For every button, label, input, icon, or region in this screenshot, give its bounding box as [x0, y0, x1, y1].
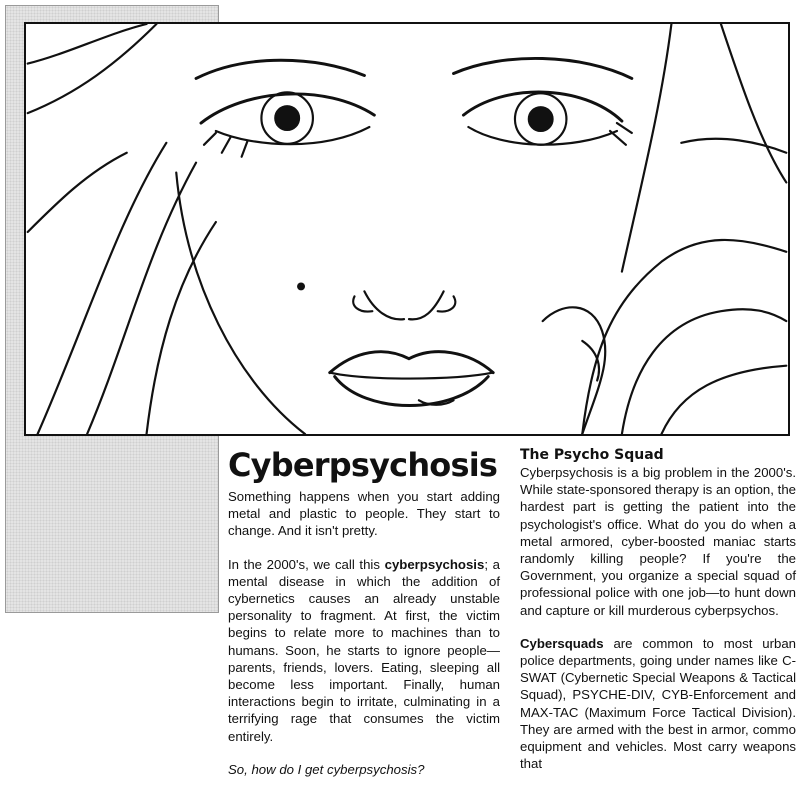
face-illustration — [26, 24, 788, 434]
question-text: So, how do I get cyberpsychosis? — [228, 761, 425, 777]
question-line — [228, 761, 500, 778]
main-heading: Cyberpsychosis — [228, 446, 498, 484]
cybersquads-term: Cybersquads — [520, 635, 604, 651]
illustration-frame — [24, 22, 790, 436]
cybersquads-text: are common to most urban police departments, going under names like C-SWAT (Cybernetic Special Weapons & Tactical Squad), PSYCHE-DIV, CYB-Enforcement and MAX-TAC (Maximum Force Tactical Division). They are armed with the best in armor, commo equipment and vehicles. Most carry weapons that — [520, 635, 796, 772]
left-column — [228, 446, 500, 778]
definition-text-before: In the 2000's, we call this — [228, 556, 385, 572]
intro-paragraph: Something happens when you start adding metal and plastic to people. They start to change. And it isn't pretty. — [228, 489, 500, 539]
psycho-squad-paragraph: Cyberpsychosis is a big problem in the 2000's. While state-sponsored therapy is an option, the hardest part is getting the patient into the psychologist's office. What do you do when a metal armored, cyber-boosted maniac starts randomly killing people? If you're the Government, you organize a special squad of professional police with one job—to hunt down and capture or kill murderous cyberpsychos. — [520, 465, 796, 618]
section-heading: The Psycho Squad — [520, 447, 664, 463]
cybersquads-paragraph — [520, 635, 796, 773]
definition-paragraph — [228, 556, 500, 745]
definition-text-after: ; a mental disease in which the addition of cybernetics causes an already unstable personality to fragment. At first, the victim begins to relate more to machines than to humans. Soon, he starts to ignore people—parents, friends, lovers. Eating, sleeping all become less important. Finally, human interactions begin to irritate, culminating in a terrifying rage that consumes the victim entirely. — [228, 556, 500, 744]
right-column — [520, 446, 796, 772]
definition-term: cyberpsychosis — [384, 556, 485, 572]
